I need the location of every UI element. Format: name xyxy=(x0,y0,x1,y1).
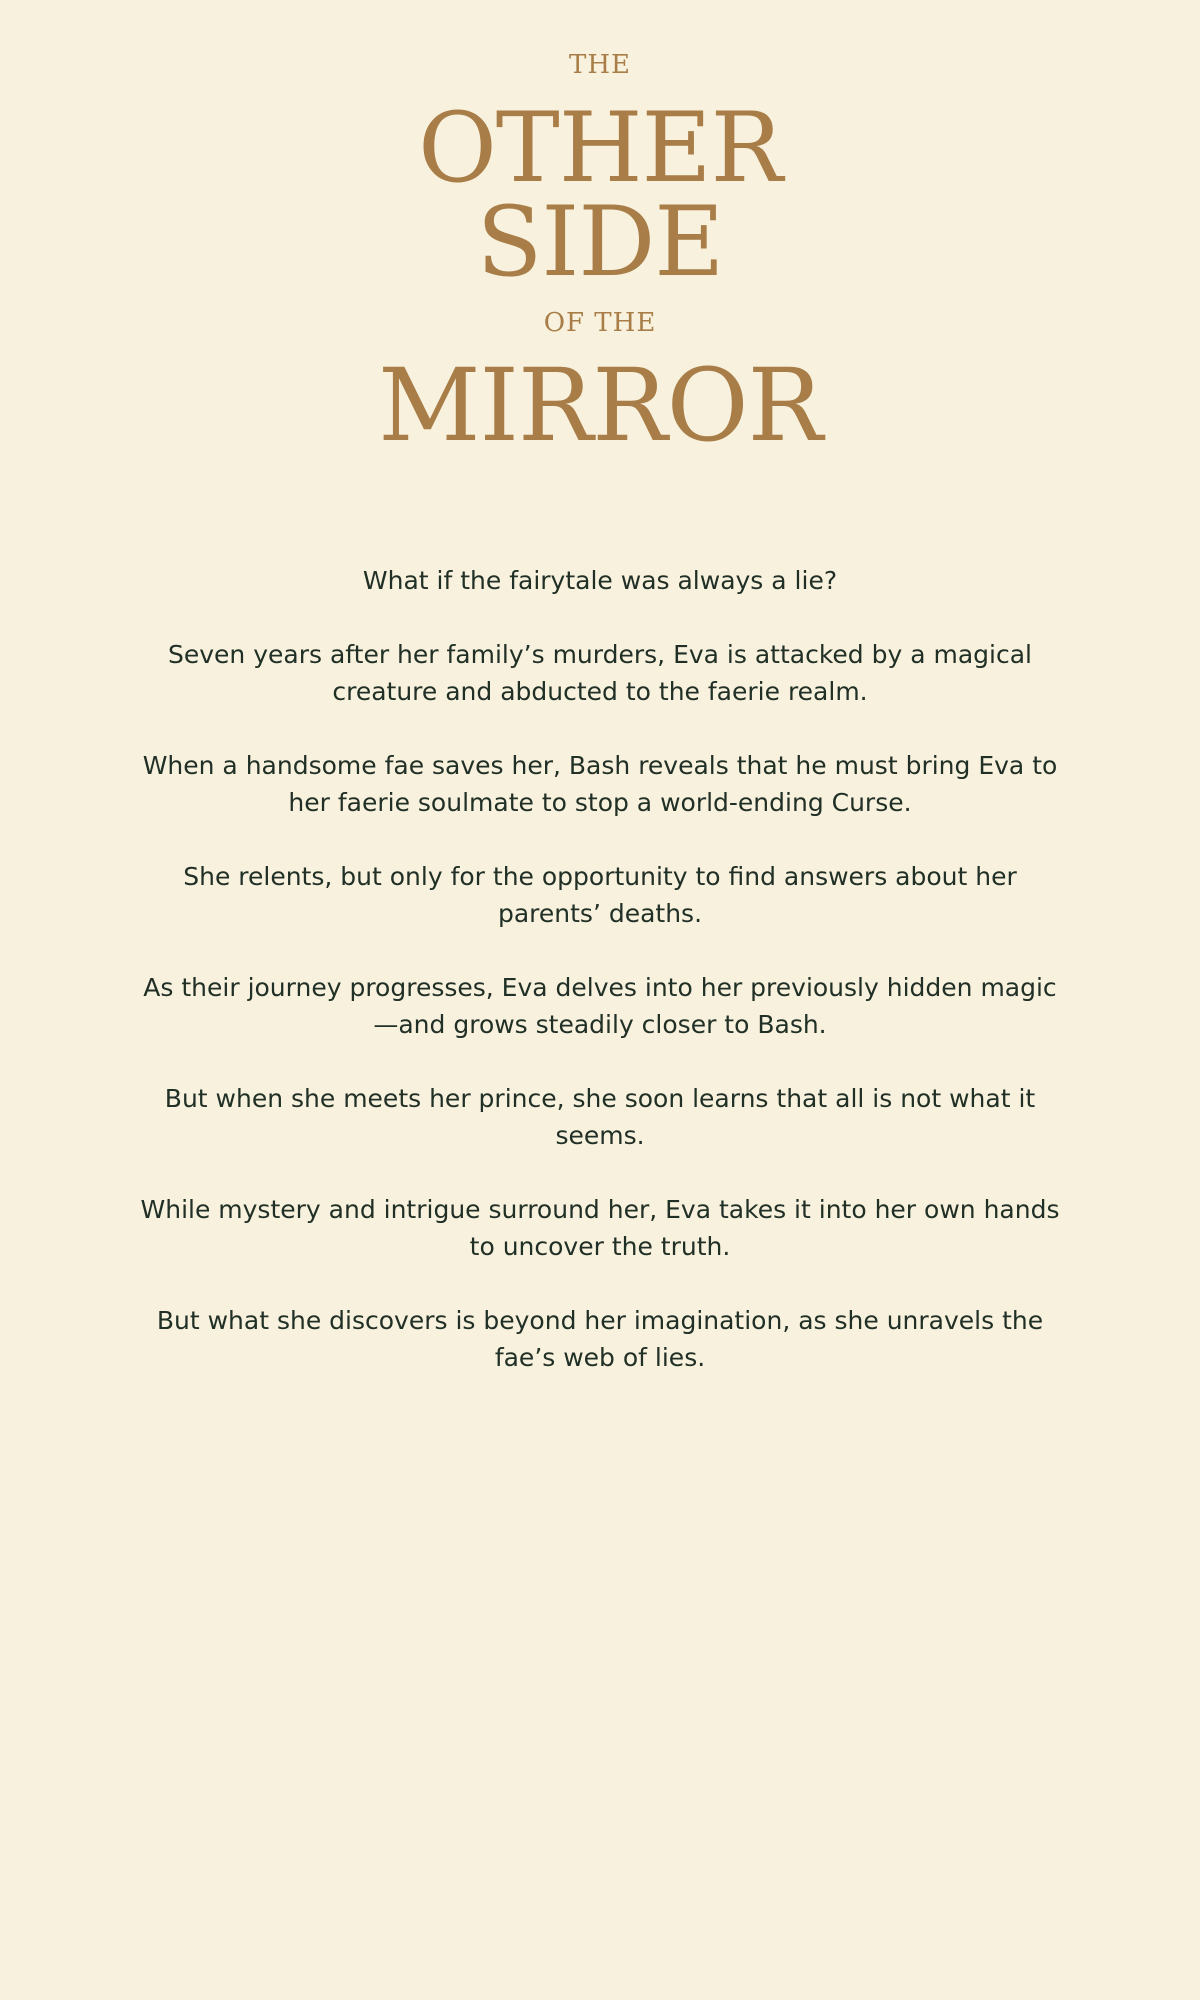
blurb-paragraph: Seven years after her family’s murders, Eva is attacked by a magical creature and abducted to the faerie realm. xyxy=(168,640,1032,706)
blurb-paragraph: As their journey progresses, Eva delves into her previously hidden magic—and grows steadily closer to Bash. xyxy=(143,973,1057,1039)
blurb-paragraph: What if the fairytale was always a lie? xyxy=(362,566,838,595)
blurb-paragraph: But what she discovers is beyond her imagination, as she unravels the fae’s web of lies. xyxy=(156,1306,1044,1372)
title-side: SIDE xyxy=(476,186,724,298)
book-blurb xyxy=(140,562,1060,1413)
title-of-the: OF THE xyxy=(543,308,657,338)
title-other: OTHER xyxy=(418,92,782,204)
blurb-paragraph: While mystery and intrigue surround her, Eva takes it into her own hands to uncover the truth. xyxy=(140,1195,1060,1261)
blurb-paragraph: But when she meets her prince, she soon learns that all is not what it seems. xyxy=(164,1084,1036,1150)
blurb-paragraph: When a handsome fae saves her, Bash reveals that he must bring Eva to her faerie soulmate to stop a world-ending Curse. xyxy=(142,751,1058,817)
blurb-paragraph: She relents, but only for the opportunity to find answers about her parents’ deaths. xyxy=(183,862,1017,928)
title-mirror: MIRROR xyxy=(378,347,822,464)
title-the: THE xyxy=(569,50,631,80)
